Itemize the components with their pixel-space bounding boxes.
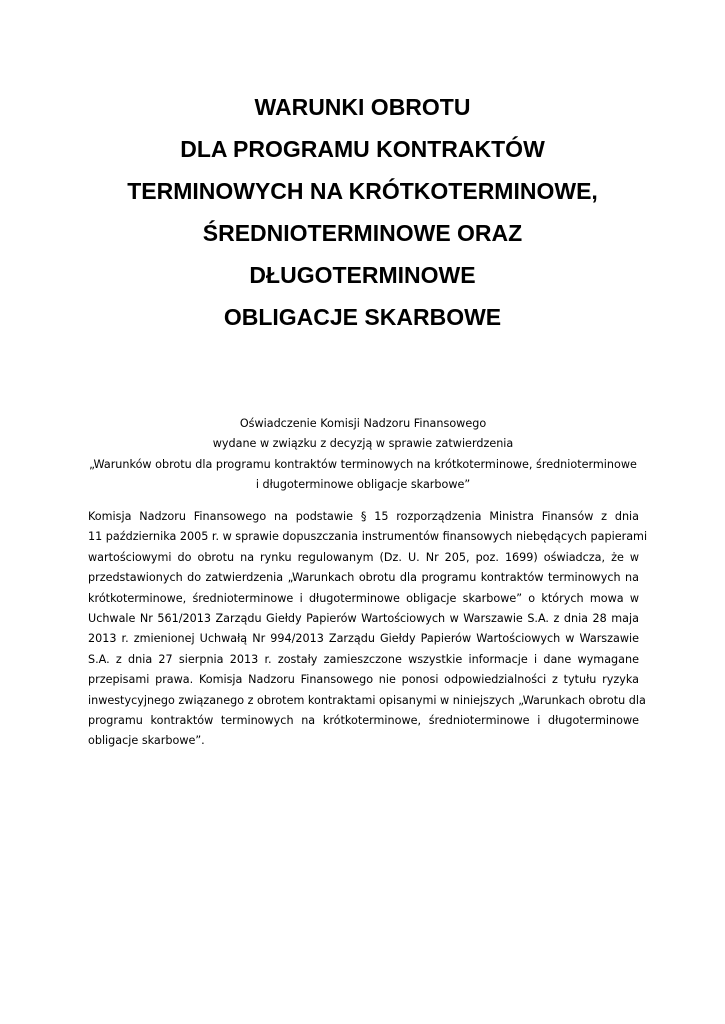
body-paragraph — [88, 507, 648, 752]
body-line: 11 października 2005 r. w sprawie dopuszczania instrumentów finansowych niebędących papierami — [88, 530, 648, 544]
statement-line: i długoterminowe obligacje skarbowe” — [255, 478, 471, 492]
body-line: inwestycyjnego związanego z obrotem kontraktami opisanymi w niniejszych „Warunkach obrotu dla — [88, 693, 646, 707]
statement-heading — [78, 414, 648, 496]
statement-line: „Warunków obrotu dla programu kontraktów terminowych na krótkoterminowe, średnioterminowe — [89, 457, 637, 471]
body-line: krótkoterminowe, średnioterminowe i długoterminowe obligacje skarbowe” o których mowa w — [88, 591, 639, 605]
document-title — [60, 86, 665, 338]
body-line: wartościowymi do obrotu na rynku regulowanym (Dz. U. Nr 205, poz. 1699) oświadcza, że w — [88, 550, 639, 564]
statement-line: wydane w związku z decyzją w sprawie zatwierdzenia — [212, 437, 514, 451]
title-line: DŁUGOTERMINOWE — [249, 262, 476, 288]
body-line: przedstawionych do zatwierdzenia „Warunkach obrotu dla programu kontraktów terminowych na — [88, 571, 639, 585]
title-line: OBLIGACJE SKARBOWE — [223, 304, 502, 330]
body-line: obligacje skarbowe”. — [88, 734, 205, 748]
body-line: Komisja Nadzoru Finansowego na podstawie § 15 rozporządzenia Ministra Finansów z dnia — [88, 510, 639, 523]
body-line: 2013 r. zmienionej Uchwałą Nr 994/2013 Zarządu Giełdy Papierów Wartościowych w Warszawie — [88, 632, 639, 646]
body-line: Uchwale Nr 561/2013 Zarządu Giełdy Papierów Wartościowych w Warszawie S.A. z dnia 28 maja — [88, 612, 639, 626]
body-line: przepisami prawa. Komisja Nadzoru Finansowego nie ponosi odpowiedzialności z tytułu ryzyka — [88, 673, 639, 687]
body-line: S.A. z dnia 27 sierpnia 2013 r. zostały zamieszczone wszystkie informacje i dane wymagane — [88, 652, 639, 666]
statement-line: Oświadczenie Komisji Nadzoru Finansowego — [239, 417, 487, 430]
title-line: WARUNKI OBROTU — [254, 94, 471, 120]
title-line: TERMINOWYCH NA KRÓTKOTERMINOWE, — [127, 178, 598, 204]
body-line: programu kontraktów terminowych na krótkoterminowe, średnioterminowe i długoterminowe — [88, 714, 639, 728]
title-line: ŚREDNIOTERMINOWE ORAZ — [202, 220, 523, 246]
title-line: DLA PROGRAMU KONTRAKTÓW — [180, 136, 545, 162]
